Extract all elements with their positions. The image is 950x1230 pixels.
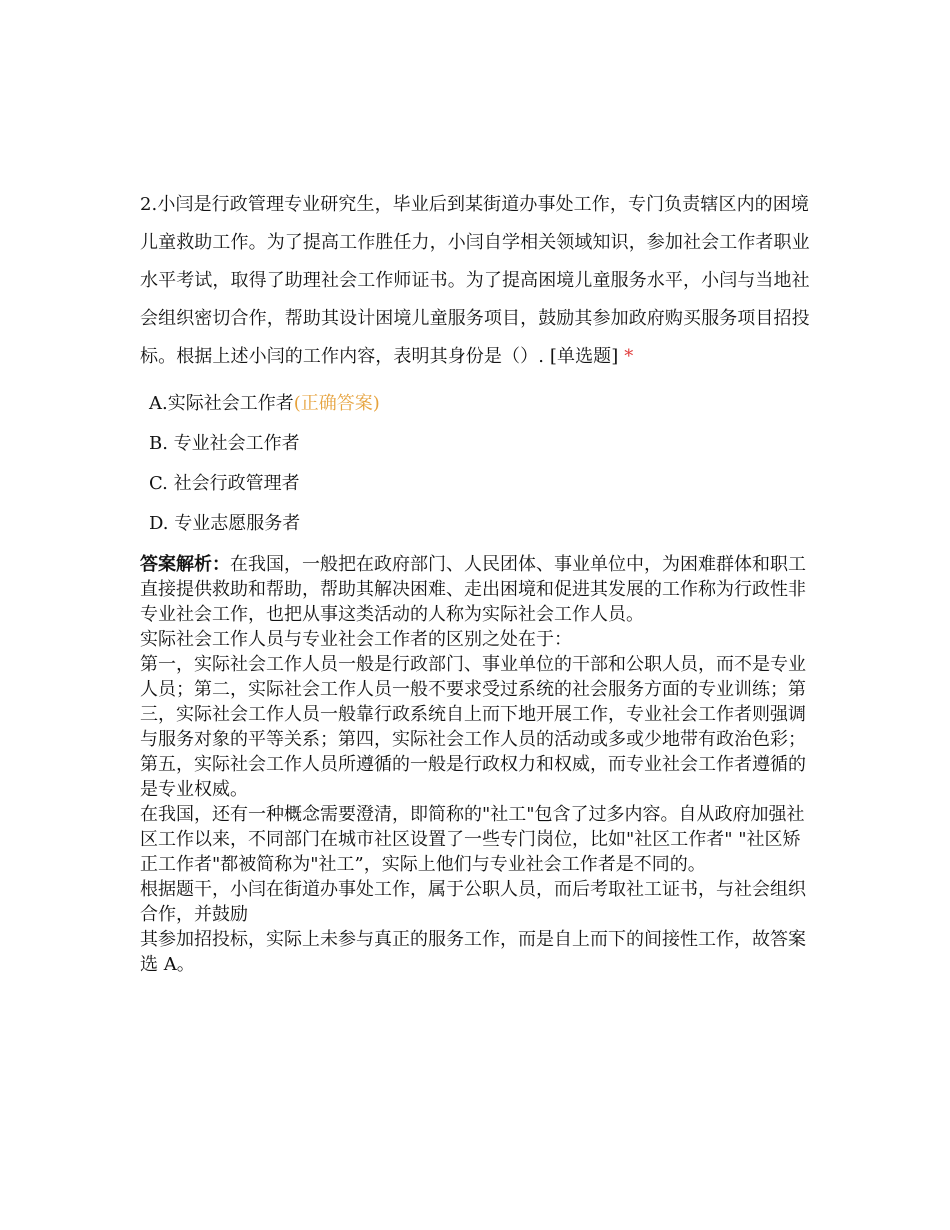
analysis-text-1: 在我国，一般把在政府部门、人民团体、事业单位中，为困难群体和职工直接提供救助和帮助，帮助其解决困难、走出困境和促进其发展的工作称为行政性非专业社会工作，也把从事这类活动的人称为实际社会工作人员。 bbox=[140, 554, 806, 625]
option-c-label: C. 社会行政管理者 bbox=[149, 473, 300, 494]
analysis-paragraph-1 bbox=[140, 552, 812, 627]
question-card bbox=[140, 186, 812, 977]
analysis-paragraph-2: 实际社会工作人员与专业社会工作者的区别之处在于： bbox=[140, 629, 572, 650]
option-d-label: D. 专业志愿服务者 bbox=[149, 513, 301, 534]
question-body: 2.小闫是行政管理专业研究生，毕业后到某街道办事处工作，专门负责辖区内的困境儿童救助工作。为了提高工作胜任力，小闫自学相关领域知识，参加社会工作者职业水平考试，取得了助理社会工作师证书。为了提高困境儿童服务水平，小闫与当地社会组织密切合作，帮助其设计困境儿童服务项目，鼓励其参加政府购买服务项目招投标。根据上述小闫的工作内容，表明其身份是（）. [单选题] bbox=[140, 194, 810, 367]
analysis-paragraph-6: 其参加招投标，实际上未参与真正的服务工作，而是自上而下的间接性工作，故答案选 A。 bbox=[140, 929, 806, 975]
options-list bbox=[140, 392, 812, 552]
correct-answer-tag: (正确答案) bbox=[293, 393, 380, 414]
option-b[interactable] bbox=[149, 432, 812, 472]
option-c[interactable] bbox=[149, 472, 812, 512]
required-mark: * bbox=[624, 346, 634, 367]
option-a-label: A.实际社会工作者 bbox=[149, 393, 294, 414]
option-d[interactable] bbox=[149, 512, 812, 552]
question-text bbox=[140, 186, 812, 376]
option-b-label: B. 专业社会工作者 bbox=[149, 433, 300, 454]
analysis-paragraph-3: 第一，实际社会工作人员一般是行政部门、事业单位的干部和公职人员，而不是专业人员；第二，实际社会工作人员一般不要求受过系统的社会服务方面的专业训练；第三，实际社会工作人员一般靠行政系统自上而下地开展工作，专业社会工作者则强调与服务对象的平等关系；第四，实际社会工作人员的活动或多或少地带有政治色彩；第五，实际社会工作人员所遵循的一般是行政权力和权威，而专业社会工作者遵循的是专业权威。 bbox=[140, 654, 806, 800]
analysis-paragraph-5: 根据题干，小闫在街道办事处工作，属于公职人员，而后考取社工证书，与社会组织合作，并鼓励 bbox=[140, 879, 806, 925]
analysis-paragraph-4: 在我国，还有一种概念需要澄清，即简称的"社工"包含了过多内容。自从政府加强社区工作以来，不同部门在城市社区设置了一些专门岗位，比如"社区工作者" "社区矫正工作者"都被简称为"社工”，实际上他们与专业社会工作者是不同的。 bbox=[140, 804, 805, 875]
analysis-title: 答案解析： bbox=[140, 554, 230, 575]
option-a[interactable] bbox=[149, 392, 812, 432]
answer-analysis bbox=[140, 552, 812, 977]
